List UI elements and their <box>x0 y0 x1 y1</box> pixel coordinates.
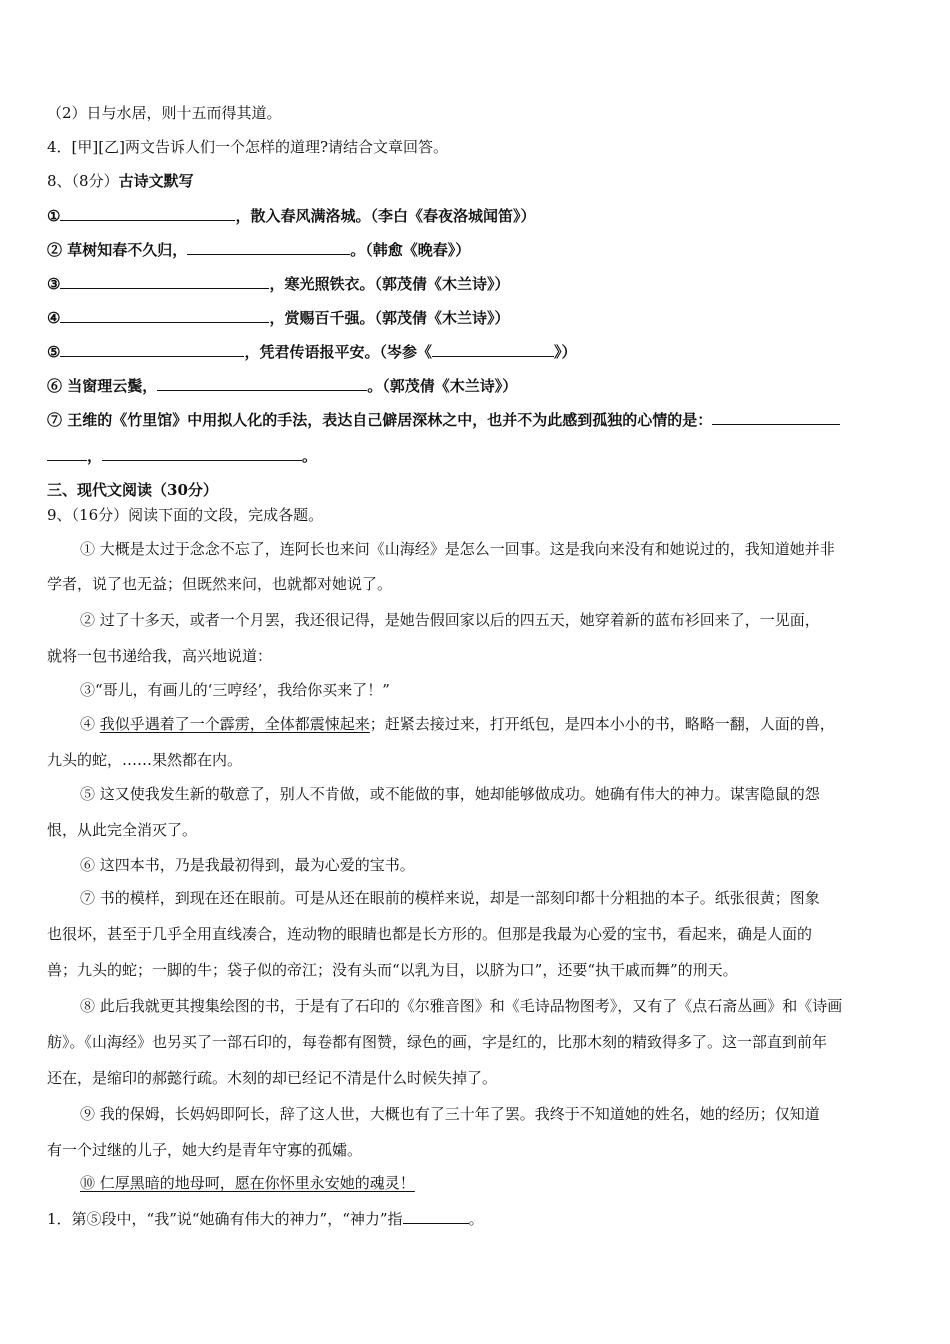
paragraph-10 <box>80 1173 415 1193</box>
item-number: ④ <box>47 309 61 327</box>
poem-text: 。（郭茂倩《木兰诗》） <box>367 377 518 395</box>
answer-blank[interactable] <box>102 445 302 461</box>
paragraph-2: ② 过了十多天，或者一个月罢，我还很记得，是她告假回家以后的四五天，她穿着新的蓝布衫回来了，一见面， <box>80 611 820 629</box>
answer-blank[interactable] <box>432 341 554 357</box>
answer-blank[interactable] <box>60 205 235 221</box>
poem-text: 。 <box>302 447 318 465</box>
answer-blank[interactable] <box>60 307 269 323</box>
question-9: 9、（16分）阅读下面的文段，完成各题。 <box>47 506 324 524</box>
poem-line-7 <box>47 409 840 430</box>
answer-blank[interactable] <box>60 273 269 289</box>
answer-blank[interactable] <box>712 409 840 425</box>
poem-text: 。（韩愈《晚春》） <box>350 241 471 259</box>
poem-text: ，凭君传语报平安。（岑参《 <box>244 343 432 361</box>
poem-text: ，寒光照铁衣。（郭茂倩《木兰诗》） <box>269 275 510 293</box>
poem-line-1 <box>47 205 535 226</box>
poem-text: ，散入春风满洛城。（李白《春夜洛城闻笛》） <box>235 207 536 225</box>
paragraph-7-cont: 兽；九头的蛇；一脚的牛；袋子似的帝江；没有头而“以乳为目，以脐为口”，还要“执干戚而舞”的刑天。 <box>47 961 738 979</box>
paragraph-3: ③“哥儿，有画儿的‘三哼经’，我给你买来了！” <box>80 681 390 699</box>
poem-text: ，赏赐百千强。（郭茂倩《木兰诗》） <box>269 309 510 327</box>
poem-text: ⑦ 王维的《竹里馆》中用拟人化的手法，表达自己僻居深林之中，也并不为此感到孤独的心情的是： <box>47 411 713 429</box>
paragraph-4 <box>80 714 835 734</box>
answer-blank[interactable] <box>47 445 87 461</box>
question-8-heading <box>47 171 194 191</box>
item-number: ④ <box>80 715 100 733</box>
text-line: （2）日与水居，则十五而得其道。 <box>47 104 282 122</box>
answer-blank[interactable] <box>187 239 350 255</box>
underlined-sentence: ⑩ 仁厚黑暗的地母呵，愿在你怀里永安她的魂灵！ <box>80 1174 415 1192</box>
poem-line-2 <box>47 239 470 260</box>
answer-blank[interactable] <box>403 1208 469 1224</box>
underlined-sentence: 我似乎遇着了一个霹雳，全体都震悚起来 <box>99 715 370 733</box>
paragraph-8-cont: 舫》。《山海经》也另买了一部石印的，每卷都有图赞，绿色的画，字是红的，比那木刻的精致得多了。这一部直到前年 <box>47 1033 828 1051</box>
question-4: 4．[甲][乙]两文告诉人们一个怎样的道理?请结合文章回答。 <box>47 138 448 156</box>
paragraph-6: ⑥ 这四本书，乃是我最初得到，最为心爱的宝书。 <box>80 856 415 874</box>
poem-line-6 <box>47 375 517 396</box>
question-number: 8、（8分） <box>47 172 119 190</box>
paragraph-8: ⑧ 此后我就更其搜集绘图的书，于是有了石印的《尔雅音图》和《毛诗品物图考》，又有了《点石斋丛画》和《诗画 <box>80 997 843 1015</box>
paragraph-9-cont: 有一个过继的儿子，她大约是青年守寡的孤孀。 <box>47 1141 363 1159</box>
poem-text: ⑥ 当窗理云鬓， <box>47 377 158 395</box>
question-title: 古诗文默写 <box>118 172 194 190</box>
poem-line-3 <box>47 273 509 294</box>
poem-line-7-cont <box>47 445 317 466</box>
paragraph-5: ⑤ 这又使我发生新的敬意了，别人不肯做，或不能做的事，她却能够做成功。她确有伟大的神力。谋害隐鼠的怨 <box>80 785 820 803</box>
poem-text: 》） <box>553 343 577 361</box>
paragraph-4-cont: 九头的蛇，……果然都在内。 <box>47 751 243 769</box>
paragraph-5-cont: 恨，从此完全消灭了。 <box>47 821 198 839</box>
item-number: ③ <box>47 275 61 293</box>
paragraph-1: ① 大概是太过于念念不忘了，连阿长也来问《山海经》是怎么一回事。这是我向来没有和她说过的，我知道她并非 <box>80 540 835 558</box>
item-number: ⑤ <box>47 343 61 361</box>
paragraph-2-cont: 就将一包书递给我，高兴地说道： <box>47 647 273 665</box>
poem-text: ② 草树知春不久归， <box>47 241 188 259</box>
question-text: 1．第⑤段中，“我”说“她确有伟大的神力”，“神力”指 <box>47 1210 403 1228</box>
question-text: 。 <box>468 1210 484 1228</box>
sub-question-1 <box>47 1208 484 1229</box>
poem-line-4 <box>47 307 509 328</box>
paragraph-7-cont: 也很坏，甚至于几乎全用直线凑合，连动物的眼睛也都是长方形的。但那是我最为心爱的宝书，看起来，确是人面的 <box>47 925 813 943</box>
paragraph-8-cont: 还在，是缩印的郝懿行疏。木刻的却已经记不清是什么时候失掉了。 <box>47 1069 498 1087</box>
paragraph-text: ；赶紧去接过来，打开纸包，是四本小小的书，略略一翻，人面的兽， <box>369 715 835 733</box>
section-3-heading: 三、现代文阅读（30分） <box>47 481 218 499</box>
paragraph-7: ⑦ 书的模样，到现在还在眼前。可是从还在眼前的模样来说，却是一部刻印都十分粗拙的本子。纸张很黄；图象 <box>80 889 820 907</box>
paragraph-9: ⑨ 我的保姆，长妈妈即阿长，辞了这人世，大概也有了三十年了罢。我终于不知道她的姓名，她的经历；仅知道 <box>80 1105 820 1123</box>
poem-line-5 <box>47 341 576 362</box>
answer-blank[interactable] <box>157 375 367 391</box>
poem-text: ， <box>87 447 103 465</box>
paragraph-1-cont: 学者，说了也无益；但既然来问，也就都对她说了。 <box>47 575 393 593</box>
item-number: ① <box>47 207 61 225</box>
answer-blank[interactable] <box>60 341 244 357</box>
